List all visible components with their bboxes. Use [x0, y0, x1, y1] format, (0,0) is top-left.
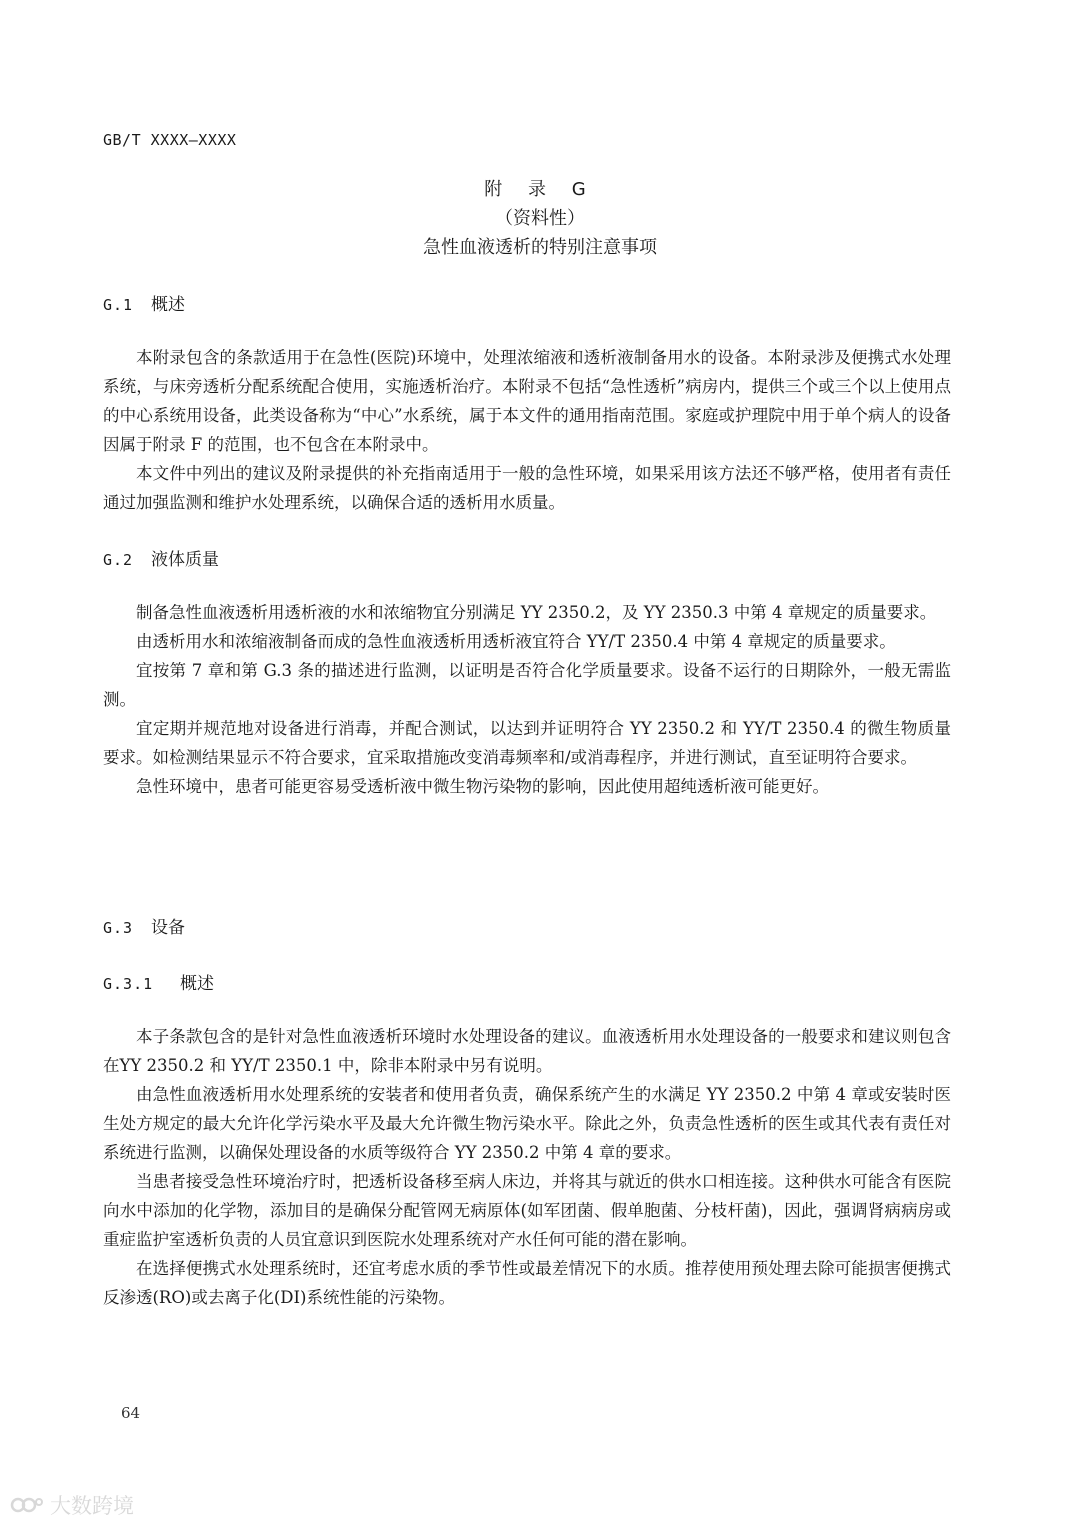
- paragraph: 宜按第 7 章和第 G.3 条的描述进行监测，以证明是否符合化学质量要求。设备不运行的日期除外，一般无需监测。: [103, 661, 951, 709]
- watermark-logo-icon: [10, 1494, 44, 1516]
- paragraph: 由急性血液透析用水处理系统的安装者和使用者负责，确保系统产生的水满足 YY 2350.2 中第 4 章或安装时医生处方规定的最大允许化学污染水平及最大允许微生物污染水平。除此之外，负责急性透析的医生或其代表有责任对系统进行监测，以确保处理设备的水质等级符合 YY 2350.2 中第 4 章的要求。: [103, 1085, 951, 1162]
- paragraph: 本子条款包含的是针对急性血液透析环境时水处理设备的建议。血液透析用水处理设备的一般要求和建议则包含在YY 2350.2 和 YY/T 2350.1 中，除非本附录中另有说明。: [103, 1027, 951, 1075]
- paragraph: 由透析用水和浓缩液制备而成的急性血液透析用透析液宜符合 YY/T 2350.4 中第 4 章规定的质量要求。: [136, 632, 896, 651]
- section-heading-g1: [103, 290, 185, 315]
- section-heading-g2: [103, 545, 219, 570]
- standard-code: GB/T XXXX—XXXX: [103, 131, 237, 149]
- paragraph: 当患者接受急性环境治疗时，把透析设备移至病人床边，并将其与就近的供水口相连接。这种供水可能含有医院向水中添加的化学物，添加目的是确保分配管网无病原体(如军团菌、假单胞菌、分枝杆菌)，因此，强调肾病病房或重症监护室透析负责的人员宜意识到医院水处理系统对产水任何可能的潜在影响。: [103, 1172, 951, 1249]
- section-title: 概述: [151, 295, 185, 315]
- appendix-nature: （资料性）: [495, 208, 585, 229]
- paragraph: 在选择便携式水处理系统时，还宜考虑水质的季节性或最差情况下的水质。推荐使用预处理去除可能损害便携式反渗透(RO)或去离子化(DI)系统性能的污染物。: [103, 1259, 951, 1307]
- paragraph: 宜定期并规范地对设备进行消毒，并配合测试，以达到并证明符合 YY 2350.2 和 YY/T 2350.4 的微生物质量要求。如检测结果显示不符合要求，宜采取措施改变消毒频率和/或消毒程序，并进行测试，直至证明符合要求。: [103, 719, 951, 767]
- paragraph: 制备急性血液透析用透析液的水和浓缩物宜分别满足 YY 2350.2，及 YY 2350.3 中第 4 章规定的质量要求。: [136, 603, 937, 622]
- watermark: [10, 1490, 134, 1520]
- section-heading-g31: [103, 969, 214, 994]
- page-number: 64: [121, 1404, 141, 1422]
- paragraph: 急性环境中，患者可能更容易受透析液中微生物污染物的影响，因此使用超纯透析液可能更好。: [136, 777, 829, 796]
- section-number: G.3: [103, 919, 134, 937]
- section-number: G.2: [103, 551, 134, 569]
- appendix-name: 急性血液透析的特别注意事项: [423, 237, 657, 258]
- section-number: G.1: [103, 296, 134, 314]
- section-body-g1: [103, 343, 951, 517]
- section-title: 概述: [180, 974, 214, 994]
- section-number: G.3.1: [103, 975, 154, 993]
- section-body-g31: [103, 1022, 951, 1312]
- section-title: 液体质量: [151, 550, 219, 570]
- watermark-text: 大数跨境: [50, 1494, 134, 1518]
- paragraph: 本附录包含的条款适用于在急性(医院)环境中，处理浓缩液和透析液制备用水的设备。本附录涉及便携式水处理系统，与床旁透析分配系统配合使用，实施透析治疗。本附录不包括“急性透析”病房内，提供三个或三个以上使用点的中心系统用设备，此类设备称为“中心”水系统，属于本文件的通用指南范围。家庭或护理院中用于单个病人的设备因属于附录 F 的范围，也不包含在本附录中。: [103, 348, 951, 454]
- appendix-title-block: [0, 175, 1080, 262]
- section-body-g2: [103, 598, 951, 801]
- section-heading-g3: [103, 913, 185, 938]
- section-title: 设备: [151, 918, 185, 938]
- appendix-label: 附 录 G: [484, 179, 596, 200]
- paragraph: 本文件中列出的建议及附录提供的补充指南适用于一般的急性环境，如果采用该方法还不够严格，使用者有责任通过加强监测和维护水处理系统，以确保合适的透析用水质量。: [103, 464, 951, 512]
